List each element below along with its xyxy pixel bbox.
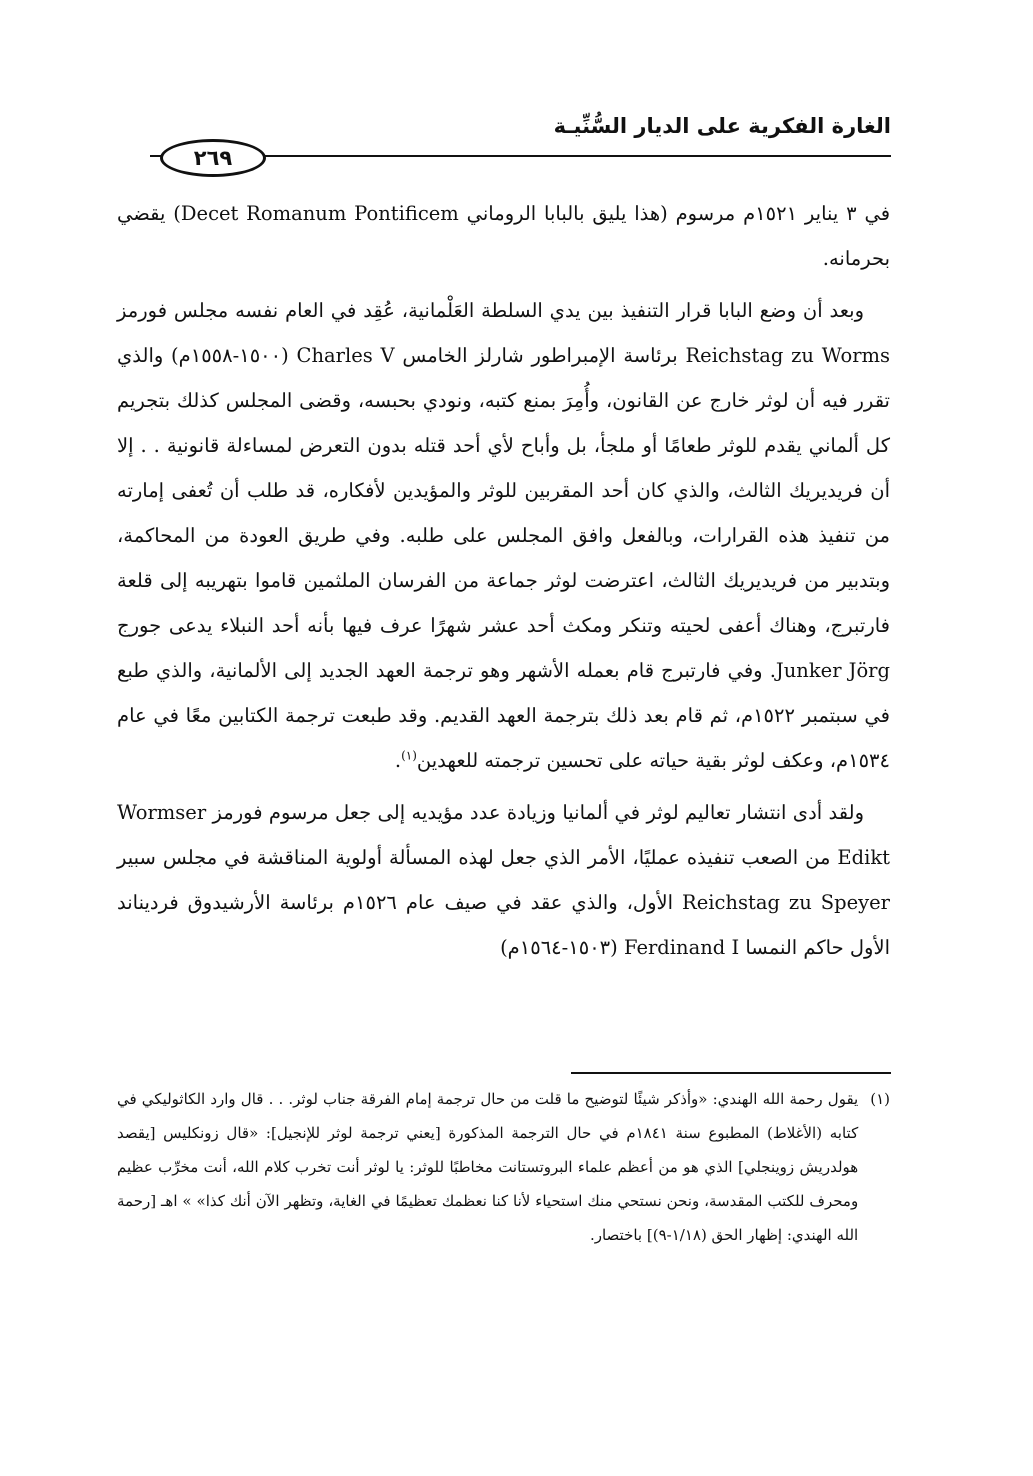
footnote-marker: (١): [870, 1090, 890, 1108]
paragraph-speyer-diet: ولقد أدى انتشار تعاليم لوثر في ألمانيا وزيادة عدد مؤيديه إلى جعل مرسوم فورمز Wormser Edikt من الصعب تنفيذه عمليًا، الأمر الذي جعل لهذه المسألة أولوية المناقشة في مجلس سبير Reichstag zu Speyer الأول، والذي عقد في صيف عام ١٥٢٦م برئاسة الأرشيدوق فرديناند الأول حاكم النمسا Ferdinand I (١٥٠٣-١٥٦٤م): [117, 801, 890, 959]
running-title: الغارة الفكرية على الديار السُّنِّيـة: [553, 114, 891, 138]
paragraph-decree: في ٣ يناير ١٥٢١م مرسوم (هذا يليق بالبابا الروماني Decet Romanum Pontificem) يقضي بحرمانه.: [117, 202, 891, 270]
footnote-item: [117, 1082, 890, 1252]
footnotes: [117, 1082, 890, 1252]
footnote-reference: (١): [401, 748, 417, 763]
footnote-rule: [571, 1072, 891, 1074]
footnote-reference-tail: .: [394, 749, 402, 772]
paragraph-worms-diet-text: وبعد أن وضع البابا قرار التنفيذ بين يدي السلطة العَلْمانية، عُقِد في العام نفسه مجلس فورمز Reichstag zu Worms برئاسة الإمبراطور شارلز الخامس Charles V (١٥٠٠-١٥٥٨م) والذي تقرر فيه أن لوثر خارج عن القانون، وأُمِرَ بمنع كتبه، ونودي بحبسه، وقضى المجلس كذلك بتجريم كل ألماني يقدم للوثر طعامًا أو ملجأ، بل وأباح لأي أحد قتله بدون التعرض لمساءلة قانونية . . إلا أن فريديريك الثالث، والذي كان أحد المقربين للوثر والمؤيدين لأفكاره، قد طلب أن تُعفى إمارته من تنفيذ هذه القرارات، وبالفعل وافق المجلس على طلبه. وفي طريق العودة من المحاكمة، وبتدبير من فريديريك الثالث، اعترضت لوثر جماعة من الفرسان الملثمين قاموا بتهريبه إلى قلعة فارتبرج، وهناك أعفى لحيته وتنكر ومكث أحد عشر شهرًا عرف فيها بأنه أحد النبلاء يدعى جورج Junker Jörg. وفي فارتبرج قام بعمله الأشهر وهو ترجمة العهد الجديد إلى الألمانية، والذي طبع في سبتمبر ١٥٢٢م، ثم قام بعد ذلك بترجمة العهد القديم. وقد طبعت ترجمة الكتابين معًا في عام ١٥٣٤م، وعكف لوثر بقية حياته على تحسين ترجمته للعهدين: [117, 299, 891, 772]
body-text: [117, 191, 890, 977]
paragraph-worms-diet: [117, 288, 890, 783]
footnote-text: يقول رحمة الله الهندي: «وأذكر شيئًا لتوضيح ما قلت من حال ترجمة إمام الفرقة جناب لوثر. . . قال وارد الكاثوليكي في كتابه (الأغلاط) المطبوع سنة ١٨٤١م في حال الترجمة المذكورة [يعني ترجمة لوثر للإنجيل]: «قال زونكليس [يقصد هولدريش زوينجلي] الذي هو من أعظم علماء البروتستانت مخاطبًا للوثر: يا لوثر أنت تخرب كلام الله، أنت مخرِّب عظيم ومحرف للكتب المقدسة، ونحن نستحي منك استحياء لأنا كنا نعظمك تعظيمًا في الغاية، وتظهر الآن أنك كذا» » اهـ [رحمة الله الهندي: إظهار الحق (١/١٨-٩)] باختصار.: [117, 1090, 859, 1244]
page-number: ٢٦٩: [160, 139, 266, 177]
